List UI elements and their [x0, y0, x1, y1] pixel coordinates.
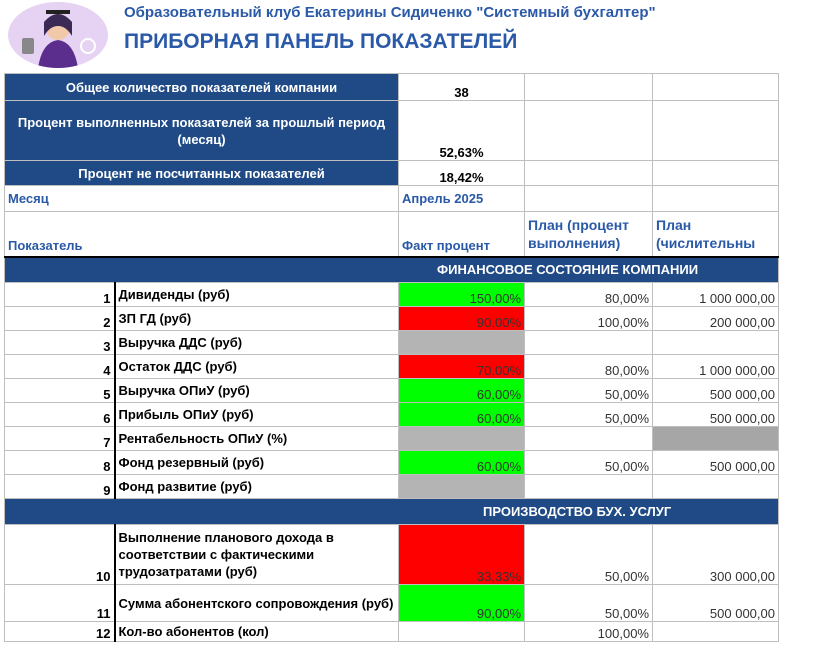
row-number[interactable]: 4 [5, 355, 115, 379]
indicator-name[interactable]: Сумма абонентского сопровождения (руб) [115, 585, 399, 622]
fact-percent-cell[interactable]: 90,00% [399, 307, 525, 331]
summary-total-value[interactable]: 38 [399, 74, 525, 101]
plan-numeric-cell[interactable] [653, 622, 779, 642]
row-number[interactable]: 1 [5, 283, 115, 307]
indicator-name[interactable]: Выполнение планового дохода в соответствии с фактическими трудозатратами (руб) [115, 525, 399, 585]
fact-percent-cell[interactable] [399, 331, 525, 355]
summary-row-total [5, 74, 779, 101]
plan-percent-cell[interactable]: 50,00% [525, 585, 653, 622]
table-row [5, 379, 779, 403]
plan-percent-cell[interactable]: 50,00% [525, 451, 653, 475]
table-row [5, 283, 779, 307]
plan-numeric-header: План (числительны [653, 212, 779, 257]
plan-numeric-cell[interactable]: 500 000,00 [653, 379, 779, 403]
indicator-header: Показатель [5, 212, 399, 257]
plan-numeric-cell[interactable] [653, 475, 779, 499]
plan-percent-cell[interactable]: 50,00% [525, 403, 653, 427]
plan-numeric-cell[interactable]: 500 000,00 [653, 451, 779, 475]
summary-completed-label: Процент выполненных показателей за прошлый период (месяц) [5, 101, 399, 161]
plan-numeric-cell[interactable] [653, 427, 779, 451]
cell[interactable] [525, 186, 653, 212]
fact-percent-cell[interactable]: 90,00% [399, 585, 525, 622]
fact-percent-cell[interactable] [399, 427, 525, 451]
plan-numeric-cell[interactable]: 1 000 000,00 [653, 355, 779, 379]
summary-row-notcounted [5, 161, 779, 186]
summary-completed-value[interactable]: 52,63% [399, 101, 525, 161]
cell[interactable] [653, 186, 779, 212]
fact-percent-cell[interactable]: 60,00% [399, 451, 525, 475]
indicator-name[interactable]: Рентабельность ОПиУ (%) [115, 427, 399, 451]
plan-percent-cell[interactable]: 50,00% [525, 525, 653, 585]
plan-percent-header: План (процент выполнения) [525, 212, 653, 257]
plan-percent-cell[interactable]: 80,00% [525, 355, 653, 379]
column-header-row [5, 212, 779, 257]
row-number[interactable]: 3 [5, 331, 115, 355]
summary-notcounted-value[interactable]: 18,42% [399, 161, 525, 186]
month-value[interactable]: Апрель 2025 [399, 186, 525, 212]
indicator-name[interactable]: Выручка ДДС (руб) [115, 331, 399, 355]
month-row [5, 186, 779, 212]
club-logo [8, 2, 108, 68]
fact-percent-cell[interactable]: 33,33% [399, 525, 525, 585]
fact-percent-cell[interactable]: 150,00% [399, 283, 525, 307]
table-row [5, 475, 779, 499]
fact-percent-cell[interactable]: 60,00% [399, 379, 525, 403]
indicator-name[interactable]: Фонд резервный (руб) [115, 451, 399, 475]
row-number[interactable]: 2 [5, 307, 115, 331]
plan-percent-cell[interactable] [525, 427, 653, 451]
section-financial [5, 257, 779, 283]
fact-percent-cell[interactable]: 70,00% [399, 355, 525, 379]
cell[interactable] [525, 74, 653, 101]
page-header [0, 0, 813, 72]
table-row [5, 585, 779, 622]
dashboard-table [4, 73, 779, 642]
indicator-name[interactable]: Остаток ДДС (руб) [115, 355, 399, 379]
row-number[interactable]: 7 [5, 427, 115, 451]
row-number[interactable]: 12 [5, 622, 115, 642]
plan-percent-cell[interactable] [525, 331, 653, 355]
plan-numeric-cell[interactable]: 1 000 000,00 [653, 283, 779, 307]
plan-numeric-cell[interactable]: 500 000,00 [653, 585, 779, 622]
fact-percent-cell[interactable] [399, 475, 525, 499]
table-row [5, 403, 779, 427]
fact-percent-cell[interactable] [399, 622, 525, 642]
month-label: Месяц [5, 186, 399, 212]
section-production [5, 499, 779, 525]
plan-percent-cell[interactable]: 100,00% [525, 307, 653, 331]
cell[interactable] [525, 161, 653, 186]
row-number[interactable]: 5 [5, 379, 115, 403]
row-number[interactable]: 11 [5, 585, 115, 622]
row-number[interactable]: 9 [5, 475, 115, 499]
fact-header: Факт процент [399, 212, 525, 257]
row-number[interactable]: 10 [5, 525, 115, 585]
summary-total-label: Общее количество показателей компании [5, 74, 399, 101]
summary-row-completed [5, 101, 779, 161]
table-row [5, 355, 779, 379]
summary-notcounted-label: Процент не посчитанных показателей [5, 161, 399, 186]
cell[interactable] [653, 161, 779, 186]
section-financial-title: ФИНАНСОВОЕ СОСТОЯНИЕ КОМПАНИИ [5, 257, 779, 283]
plan-numeric-cell[interactable]: 500 000,00 [653, 403, 779, 427]
plan-numeric-cell[interactable]: 300 000,00 [653, 525, 779, 585]
plan-percent-cell[interactable] [525, 475, 653, 499]
indicator-name[interactable]: Выручка ОПиУ (руб) [115, 379, 399, 403]
page-title: ПРИБОРНАЯ ПАНЕЛЬ ПОКАЗАТЕЛЕЙ [124, 30, 518, 53]
cell[interactable] [525, 101, 653, 161]
table-row [5, 331, 779, 355]
table-row [5, 307, 779, 331]
plan-percent-cell[interactable]: 50,00% [525, 379, 653, 403]
table-row [5, 427, 779, 451]
indicator-name[interactable]: Кол-во абонентов (кол) [115, 622, 399, 642]
table-row [5, 525, 779, 585]
plan-numeric-cell[interactable] [653, 331, 779, 355]
row-number[interactable]: 8 [5, 451, 115, 475]
cell[interactable] [653, 74, 779, 101]
cell[interactable] [653, 101, 779, 161]
section-production-title: ПРОИЗВОДСТВО БУХ. УСЛУГ [5, 499, 779, 525]
plan-percent-cell[interactable]: 100,00% [525, 622, 653, 642]
plan-numeric-cell[interactable]: 200 000,00 [653, 307, 779, 331]
header-subtitle: Образовательный клуб Екатерины Сидиченко "Системный бухгалтер" [124, 4, 656, 21]
indicator-name[interactable]: Дивиденды (руб) [115, 283, 399, 307]
indicator-name[interactable]: Прибыль ОПиУ (руб) [115, 403, 399, 427]
indicator-name[interactable]: ЗП ГД (руб) [115, 307, 399, 331]
row-number[interactable]: 6 [5, 403, 115, 427]
table-row [5, 451, 779, 475]
plan-percent-cell[interactable]: 80,00% [525, 283, 653, 307]
table-row [5, 622, 779, 642]
indicator-name[interactable]: Фонд развитие (руб) [115, 475, 399, 499]
fact-percent-cell[interactable]: 60,00% [399, 403, 525, 427]
